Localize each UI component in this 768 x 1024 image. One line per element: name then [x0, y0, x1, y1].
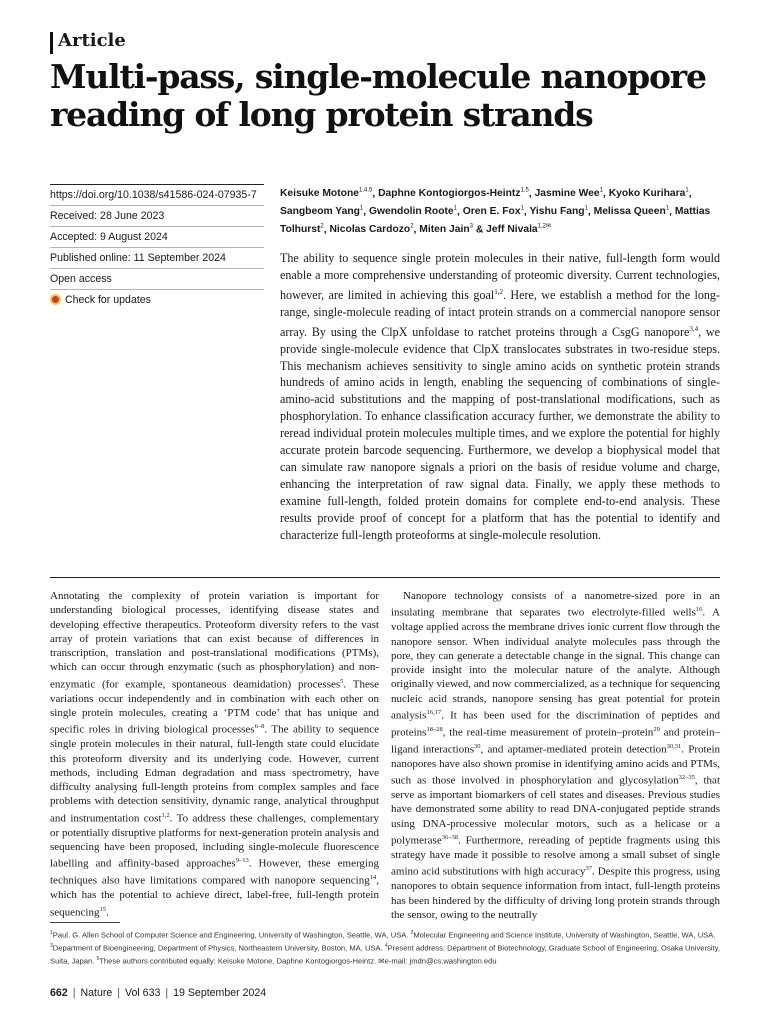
- text-run: Paul. G. Allen School of Computer Science and Engineering, University of Washington, Seattle, WA, USA.: [52, 930, 411, 940]
- author-name[interactable]: Nicolas Cardozo$^2$: [329, 223, 414, 236]
- author-affiliation: 1,4,5: [358, 188, 373, 194]
- author-name[interactable]: Mattias Tolhurst$^2$: [280, 206, 711, 236]
- page-footer: 662 | Nature | Vol 633 | 19 September 2024: [50, 987, 267, 999]
- section-marker-bar: [50, 32, 53, 54]
- author-name[interactable]: Sangbeom Yang$^1$: [280, 205, 364, 218]
- text-run: and protein–ligand interactions: [391, 726, 720, 756]
- text-run: . These variations occur independently and in combination with each other on single protein molecules, creating a ‘PTM code’ that has unique and specific roles in driving biological processes: [50, 678, 379, 736]
- citation-ref: 5: [340, 677, 344, 685]
- body-paragraph: [391, 589, 720, 922]
- author-affiliation: 1: [584, 205, 588, 212]
- author-name[interactable]: Keisuke Motone$^{1,4,5}$: [280, 188, 373, 200]
- citation-ref: 29: [653, 725, 660, 733]
- open-access-label: Open access: [50, 268, 264, 289]
- author-name[interactable]: Miten Jain$^3$: [419, 223, 473, 236]
- page-number: 662: [50, 987, 68, 999]
- text-run: . It has been used for the discrimination of peptides and proteins: [391, 709, 720, 739]
- received-date: Received: 28 June 2023: [50, 205, 264, 226]
- citation-ref: 15: [99, 905, 106, 913]
- author-name[interactable]: Gwendolin Roote$^1$: [369, 205, 458, 218]
- citation-ref: 36–38: [441, 834, 458, 842]
- author-affiliation: 1: [359, 205, 364, 212]
- citation-ref: 16: [695, 606, 703, 614]
- body-divider: [50, 577, 720, 578]
- published-date: Published online: 11 September 2024: [50, 247, 264, 268]
- text-run: . The ability to sequence single protein molecules in their natural, full-length state could elucidate this proteoform diversity and its underlying code. However, current methods, including Edman degradation and mass spectrometry, have difficulty analysing full-length proteins from complex samples and face problems with detection sensitivity, dynamic range, analytical throughput and instrumentation cost: [50, 723, 379, 825]
- text-run: Molecular Engineering and Science Institute, University of Washington, Seattle, WA, USA.: [413, 930, 716, 940]
- text-run: Nanopore technology consists of a nanometre-sized pore in an insulating membrane that separates two electrolyte-filled wells: [391, 590, 720, 619]
- citation-ref: 37: [585, 865, 592, 873]
- author-affiliation: 2: [410, 223, 414, 230]
- author-list: Keisuke Motone$^{1,4,5}$, Daphne Kontogiorgos-Heintz$^{1,5}$, Jasmine Wee$^1$, Kyoko Kurihara$^1$, Sangbeom Yang$^1$, Gwendolin Roote$^1$, Oren E. Fox$^1$, Yishu Fang$^1$, Melissa Queen$^1$, Mattias Tolhurst$^2$, Nicolas Cardozo$^2$, Miten Jain$^3$ & Jeff Nivala$^{1,2✉}$: [280, 188, 711, 236]
- text-run: , which has the potential to achieve direct, label-free, full-length protein sequencing: [50, 874, 379, 919]
- citation-ref: 32–35: [678, 774, 695, 782]
- doi-link[interactable]: https://doi.org/10.1038/s41586-024-07935-7: [50, 184, 264, 205]
- author-name[interactable]: Kyoko Kurihara$^1$: [608, 188, 689, 200]
- author-affiliation: 2: [320, 223, 324, 230]
- text-run: . Protein nanopores have also shown promise in identifying amino acids and PTMs, such as those involved in phosphorylation and glycosylation: [391, 743, 720, 787]
- author-name[interactable]: Melissa Queen$^1$: [593, 205, 670, 218]
- section-label: Article: [58, 30, 126, 51]
- citation-ref: 6–8: [254, 723, 265, 731]
- text-run: , that serve as important biomarkers of cell states and diseases. Previous studies have demonstrated some ability to read DNA-conjugated peptide strands using DNA-processive molecular motors, such as a helicase or a polymerase: [391, 774, 720, 847]
- text-run: . However, these emerging techniques also have limitations compared with nanopore sequencing: [50, 857, 379, 887]
- text-run: .: [105, 906, 109, 919]
- abstract: [280, 250, 720, 543]
- footnote-divider: [50, 922, 120, 923]
- citation-ref: 1,2: [161, 811, 170, 819]
- text-run: . To address these challenges, complementary or potentially disruptive platforms for next-generation protein analysis and sequencing have been proposed, including single-molecule fluorescence labelling and affinity-based approaches: [50, 812, 379, 870]
- author-affiliation: 1: [685, 188, 689, 194]
- text-run: Annotating the complexity of protein variation is important for understanding biological processes, identifying disease states and developing effective therapeutics. Proteoform diversity refers to the vast array of protein variations that can exist because of differences in transcription, translation and post-translational modifications (PTMs), which can occur through enzymatic (such as phosphorylation) and non-enzymatic (for example, spontaneous deamidation) processes: [50, 590, 379, 691]
- citation-ref: 2: [410, 930, 414, 936]
- citation-ref: 5: [96, 956, 100, 963]
- text-run: . Furthermore, rereading of peptide fragments using this strategy have made it possible to resolve among a small subset of single amino acid substitutions with high accuracy: [391, 834, 720, 878]
- citation-ref: 1: [50, 930, 53, 936]
- affiliations-footnote: [50, 928, 720, 967]
- citation-ref: 9–13: [235, 857, 249, 865]
- body-column-left: [50, 589, 379, 919]
- check-for-updates-label: Check for updates: [65, 294, 151, 306]
- journal-volume: Vol 633: [125, 987, 161, 999]
- citation-ref: 16,17: [426, 709, 442, 717]
- check-for-updates-link[interactable]: [50, 289, 264, 310]
- citation-ref: 3: [50, 943, 53, 950]
- citation-ref: 30: [474, 742, 481, 750]
- journal-name: Nature: [80, 987, 113, 999]
- citation-ref: 18–28: [426, 725, 443, 733]
- text-run: , the real-time measurement of protein–protein: [442, 726, 654, 739]
- text-run: Present address: Department of Biotechnology, Graduate School of Engineering, Osaka University, Suita, Japan.: [50, 943, 720, 966]
- author-affiliation: 1: [599, 188, 603, 194]
- author-affiliation: 1: [453, 205, 458, 212]
- citation-ref: 30,31: [666, 742, 682, 750]
- author-name[interactable]: Daphne Kontogiorgos-Heintz$^{1,5}$: [378, 188, 529, 200]
- text-run: , we provide single-molecule evidence that ClpX translocates substrates in two-residue steps. This mechanism achieves sensitivity to single amino acids on synthetic protein strands hundreds of amino acids in length, enabling the sequencing of combinations of single-amino-acid substitutions and the mapping of post-translational modifications, such as phosphorylation. To enhance classification accuracy further, we demonstrate the ability to reread individual protein molecules multiple times, and we explore the potential for highly accurate protein barcode sequencing. Furthermore, we develop a biophysical model that can simulate raw nanopore signals a priori on the basis of residue volume and charge, enhancing the interpretation of raw signal data. Finally, we apply these methods to examine full-length, folded protein domains for complete end-to-end analysis. These results provide proof of concept for a platform that has the potential to identify and characterize full-length proteoforms at single-molecule resolution.: [280, 324, 720, 542]
- issue-date: 19 September 2024: [173, 987, 267, 999]
- author-name[interactable]: Yishu Fang$^1$: [529, 205, 588, 218]
- author-name[interactable]: Oren E. Fox$^1$: [462, 205, 524, 218]
- author-affiliation: 3: [469, 223, 473, 230]
- author-name[interactable]: Jeff Nivala$^{1,2✉}$: [486, 223, 552, 236]
- author-affiliation: 1: [665, 205, 670, 212]
- text-run: . A voltage applied across the membrane drives ionic current flow through the nanopore sensor. When individual analyte molecules pass through the pore, they can generate a detectable change in the signal. This change can provide insight into the molecular nature of the analyte. Although originally viewed, and now commercialized, as a technique for sequencing nucleic acid strands, nanopore sensing has great potential for protein analysis: [391, 606, 720, 722]
- citation-ref: 3,4: [689, 324, 699, 333]
- text-run: These authors contributed equally: Keisuke Motone, Daphne Kontogiorgos-Heintz. ✉e-mail: jmdn@cs.washington.edu: [99, 956, 497, 966]
- author-affiliation: 1,5: [520, 188, 529, 194]
- author-name[interactable]: Jasmine Wee$^1$: [534, 188, 603, 200]
- text-run: . Here, we establish a method for the long-range, single-molecule reading of intact protein strands on a commercial nanopore sensor array. By using the ClpX unfoldase to ratchet proteins through a CsgG nanopore: [280, 287, 721, 339]
- author-affiliation: 1,2✉: [537, 223, 552, 230]
- accepted-date: Accepted: 9 August 2024: [50, 226, 264, 247]
- article-metadata: [50, 184, 264, 310]
- body-paragraph: [50, 589, 379, 919]
- text-run: . Despite this progress, using nanopores to obtain sequence information from intact, full-length proteins has been hindered by the difficulty of driving long protein strands through the sensor, owing to the neutrally: [391, 865, 720, 921]
- citation-ref: 14: [369, 874, 377, 882]
- check-for-updates-icon: [50, 294, 61, 305]
- text-run: The ability to sequence single protein molecules in their native, full-length form would enable a more comprehensive understanding of proteomic diversity. Current technologies, however, are limited in achieving this goal: [280, 251, 720, 302]
- text-run: Department of Bioengineering, Department of Physics, Northeastern University, Boston, MA, USA.: [52, 943, 385, 953]
- citation-ref: 4: [384, 943, 388, 950]
- text-run: , and aptamer-mediated protein detection: [480, 743, 667, 756]
- citation-ref: 1,2: [494, 287, 503, 296]
- author-affiliation: 1: [520, 205, 524, 212]
- body-column-right: [391, 589, 720, 922]
- article-title: Multi-pass, single-molecule nanopore reading of long protein strands: [50, 57, 706, 134]
